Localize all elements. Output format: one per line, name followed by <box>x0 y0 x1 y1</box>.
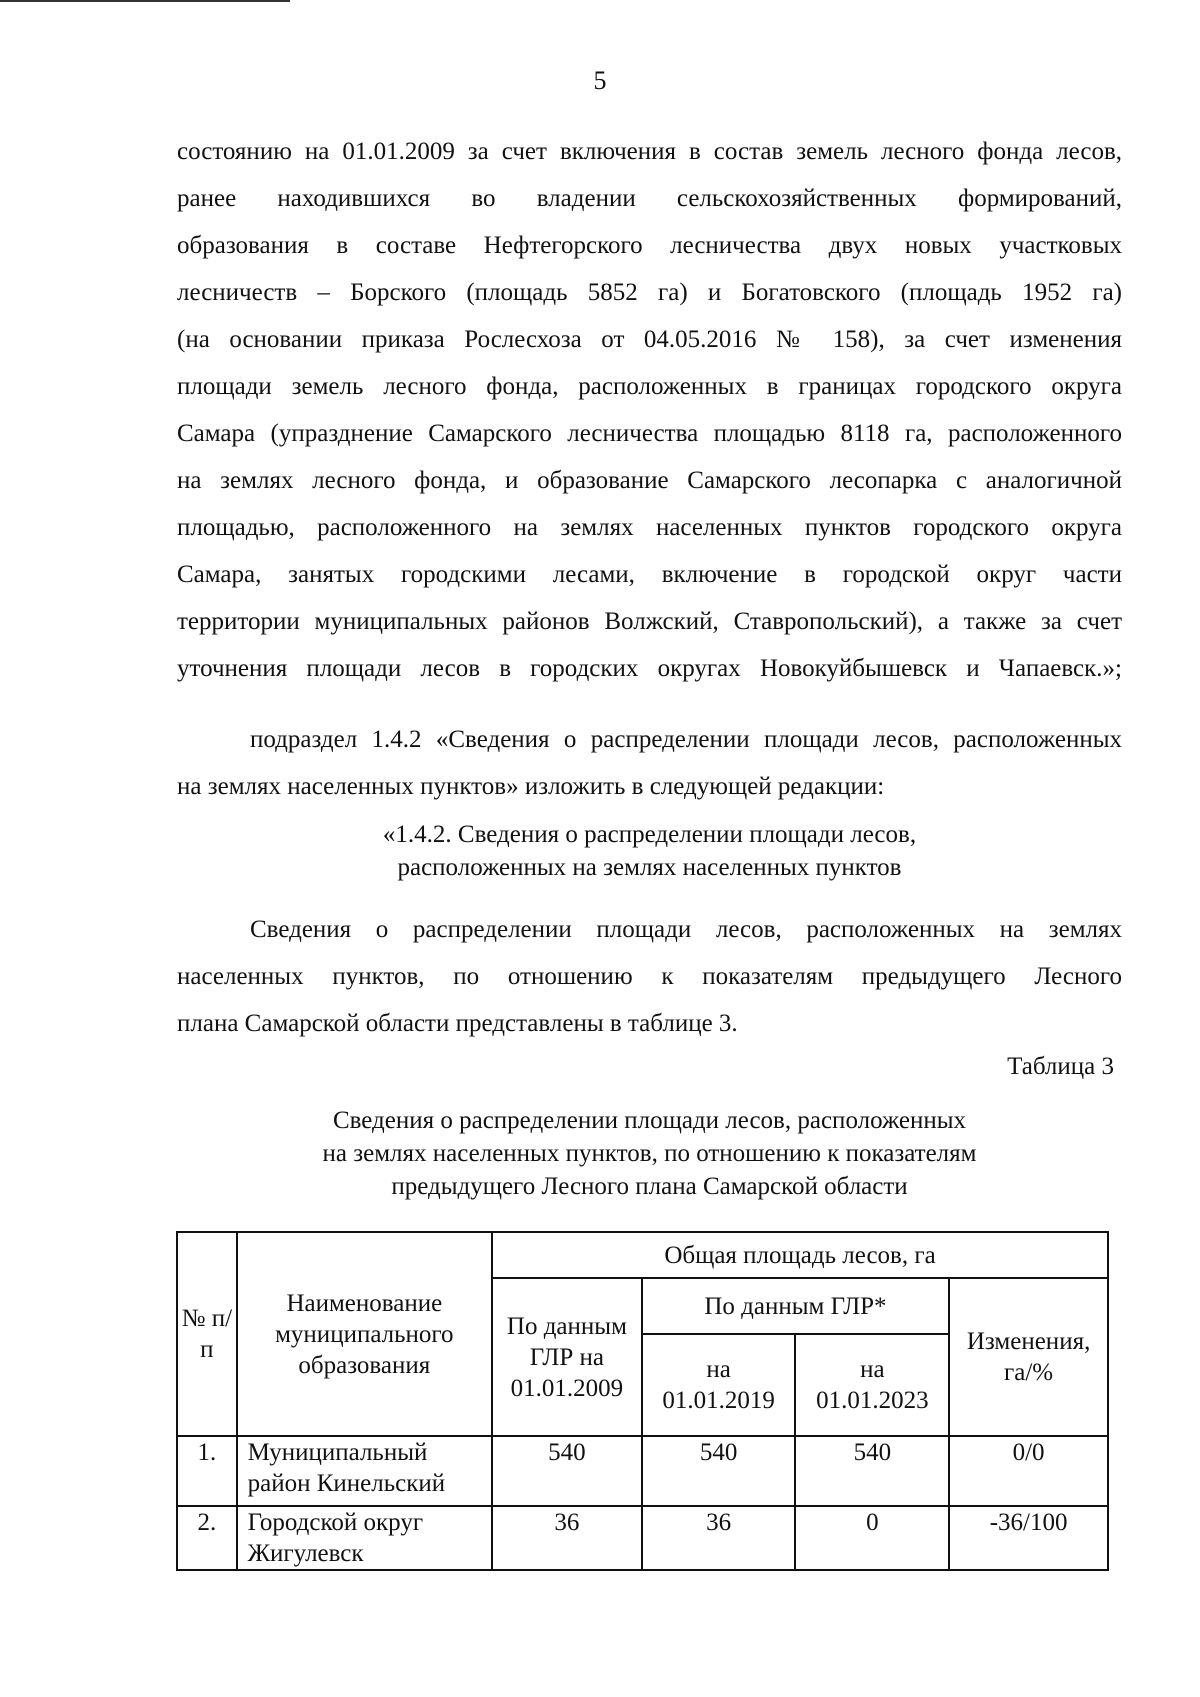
forest-area-table <box>176 1231 1109 1571</box>
caption-line: предыдущего Лесного плана Самарской области <box>391 1173 908 1200</box>
text-line: Самара (упразднение Самарского лесничества площадью 8118 га, расположенного <box>177 420 1122 447</box>
title-line: расположенных на землях населенных пунктов <box>397 854 902 881</box>
row-value-2019: 36 <box>642 1506 796 1570</box>
row-num: 1. <box>177 1436 237 1506</box>
text-line: населенных пунктов, по отношению к показателям предыдущего Лесного <box>177 963 1122 990</box>
header-2023: на 01.01.2023 <box>795 1334 949 1436</box>
row-value-2019: 540 <box>642 1436 796 1506</box>
row-value-2023: 0 <box>795 1506 949 1570</box>
caption-line: на землях населенных пунктов, по отношению к показателям <box>322 1140 977 1167</box>
paragraph-table-intro <box>177 906 1122 1047</box>
top-border-line <box>0 0 290 2</box>
text-line: плана Самарской области представлены в таблице 3. <box>177 1010 738 1037</box>
text-line: Сведения о распределении площади лесов, расположенных на землях <box>250 916 1122 943</box>
text-line: образования в составе Нефтегорского лесничества двух новых участковых <box>177 232 1122 259</box>
row-name: Городской округ Жигулевск <box>237 1506 492 1570</box>
text-line: на землях населенных пунктов» изложить в следующей редакции: <box>177 773 885 800</box>
table-caption <box>177 1104 1122 1203</box>
paragraph-subsection-instruction <box>177 716 1122 810</box>
text-line: площади земель лесного фонда, расположенных в границах городского округа <box>177 373 1122 400</box>
row-name: Муниципальный район Кинельский <box>237 1436 492 1506</box>
table-row <box>177 1436 1108 1506</box>
text-line: площадью, расположенного на землях населенных пунктов городского округа <box>177 514 1122 541</box>
header-total-area: Общая площадь лесов, га <box>492 1232 1108 1278</box>
header-glr: По данным ГЛР* <box>642 1278 949 1334</box>
text-line: уточнения площади лесов в городских округах Новокуйбышевск и Чапаевск.»; <box>177 655 1122 682</box>
subsection-title <box>177 818 1122 884</box>
text-line: подраздел 1.4.2 «Сведения о распределении площади лесов, расположенных <box>250 726 1122 753</box>
header-name: Наименование муниципального образования <box>237 1232 492 1436</box>
header-change: Изменения, га/% <box>949 1278 1108 1436</box>
caption-line: Сведения о распределении площади лесов, расположенных <box>332 1107 967 1134</box>
text-line: территории муниципальных районов Волжский, Ставропольский), а также за счет <box>177 608 1122 635</box>
title-line: «1.4.2. Сведения о распределении площади лесов, <box>382 821 917 848</box>
table-row <box>177 1506 1108 1570</box>
text-line: Самара, занятых городскими лесами, включение в городской округ части <box>177 561 1122 588</box>
row-value-2009: 540 <box>492 1436 642 1506</box>
paragraph-continuation <box>177 128 1122 692</box>
row-value-2009: 36 <box>492 1506 642 1570</box>
table-label: Таблица 3 <box>1007 1053 1114 1080</box>
header-glr-2009: По данным ГЛР на 01.01.2009 <box>492 1278 642 1436</box>
text-line: лесничеств – Борского (площадь 5852 га) и Богатовского (площадь 1952 га) <box>177 279 1122 306</box>
text-line: ранее находившихся во владении сельскохозяйственных формирований, <box>177 185 1122 212</box>
text-line: на землях лесного фонда, и образование Самарского лесопарка с аналогичной <box>177 467 1122 494</box>
row-change: -36/100 <box>949 1506 1108 1570</box>
text-line: (на основании приказа Рослесхоза от 04.05.2016 № 158), за счет изменения <box>177 326 1122 353</box>
header-2019: на 01.01.2019 <box>642 1334 796 1436</box>
row-value-2023: 540 <box>795 1436 949 1506</box>
row-num: 2. <box>177 1506 237 1570</box>
text-line: состоянию на 01.01.2009 за счет включения в состав земель лесного фонда лесов, <box>177 138 1122 165</box>
row-change: 0/0 <box>949 1436 1108 1506</box>
header-num: № п/п <box>177 1232 237 1436</box>
page-number: 5 <box>593 66 607 95</box>
